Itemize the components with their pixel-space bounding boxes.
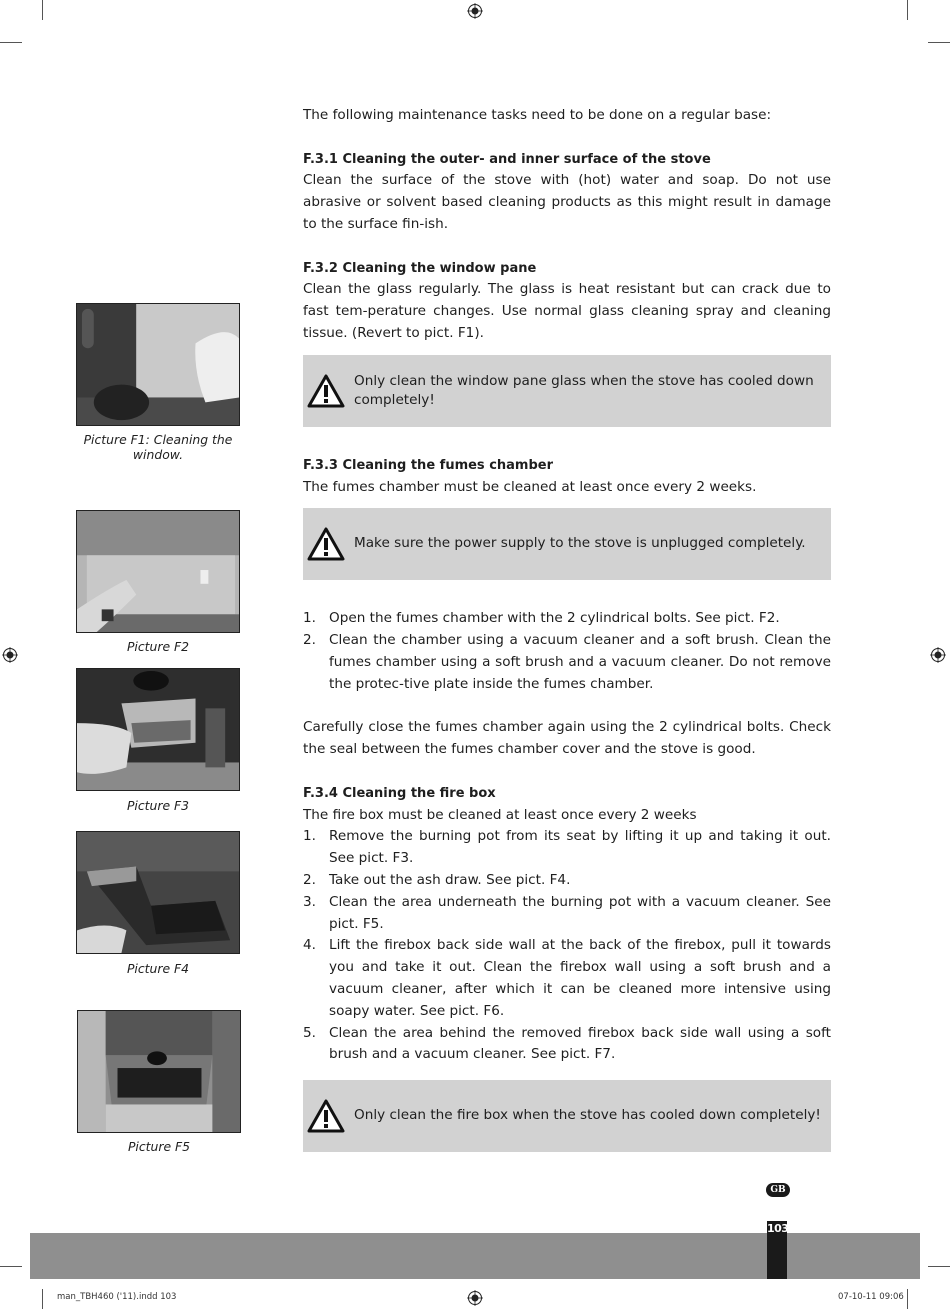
crop-mark (0, 1266, 22, 1267)
photo-f3-burning-pot (76, 668, 240, 791)
registration-mark-icon (467, 1290, 483, 1306)
registration-mark-icon (2, 647, 18, 663)
crop-mark (42, 0, 43, 20)
registration-mark-icon (467, 3, 483, 19)
crop-mark (0, 42, 22, 43)
caption-f3: Picture F3 (126, 798, 190, 813)
warning-box-firebox (303, 1080, 831, 1152)
crop-mark (907, 0, 908, 20)
section-body-f33: The fumes chamber must be cleaned at least once every 2 weeks. (303, 478, 757, 495)
warning-text: Make sure the power supply to the stove is unplugged completely. (354, 535, 806, 552)
list-item: 2. Clean the chamber using a vacuum cleaner and a soft brush. Clean the fumes chamber using a soft brush and a vacuum cleaner. Do not remove the protec-tive plate inside the fumes chamber. (303, 632, 831, 692)
caption-f2: Picture F2 (126, 639, 190, 654)
list-item: 2. Take out the ash draw. See pict. F4. (303, 871, 571, 888)
list-item: 4. Lift the firebox back side wall at the back of the firebox, pull it towards you and take it out. Clean the firebox wall using a soft brush and a vacuum cleaner, after which it can be cleaned more intensive using soapy water. See pict. F6. (303, 937, 831, 1019)
firebox-steps-list (303, 826, 831, 1066)
photo-f2-fumes-chamber (76, 510, 240, 633)
warning-triangle-icon (307, 527, 345, 561)
warning-triangle-icon (307, 1099, 345, 1133)
caption-f5: Picture F5 (127, 1139, 191, 1154)
photo-f1-window-cleaning (76, 303, 240, 426)
section-heading-f34: F.3.4 Cleaning the fire box (303, 785, 496, 801)
section-body-f31: Clean the surface of the stove with (hot) water and soap. Do not use abrasive or solvent based cleaning products as this might result in damage to the surface fin-ish. (303, 172, 831, 232)
section-body-f34: The fire box must be cleaned at least once every 2 weeks (303, 806, 697, 823)
warning-box-power (303, 508, 831, 580)
list-item: 3. Clean the area underneath the burning pot with a vacuum cleaner. See pict. F5. (303, 893, 831, 932)
warning-triangle-icon (307, 374, 345, 408)
photo-f5-firebox-area (77, 1010, 241, 1133)
fumes-steps-list (303, 608, 831, 695)
page-number: 103 (767, 1222, 789, 1235)
list-item: 5. Clean the area behind the removed firebox back side wall using a soft brush and a vacuum cleaner. See pict. F7. (303, 1024, 831, 1063)
caption-f1: Picture F1: Cleaning the window. (83, 432, 233, 462)
caption-f4: Picture F4 (126, 961, 190, 976)
section-heading-f33: F.3.3 Cleaning the fumes chamber (303, 457, 554, 473)
registration-mark-icon (930, 647, 946, 663)
list-item: 1. Remove the burning pot from its seat by lifting it up and taking it out. See pict. F3. (303, 828, 831, 867)
section-heading-f32: F.3.2 Cleaning the window pane (303, 260, 537, 276)
warning-box-window (303, 355, 831, 427)
warning-text: Only clean the window pane glass when the stove has cooled down completely! (354, 372, 814, 409)
fumes-closing-text: Carefully close the fumes chamber again using the 2 cylindrical bolts. Check the seal between the fumes chamber cover and the stove is good. (303, 719, 831, 758)
section-body-f32: Clean the glass regularly. The glass is heat resistant but can crack due to fast tem-perature changes. Use normal glass cleaning spray and cleaning tissue. (Revert to pict. F1). (303, 281, 831, 341)
warning-text: Only clean the fire box when the stove has cooled down completely! (354, 1107, 821, 1124)
crop-mark (928, 42, 950, 43)
print-slug-file: man_TBH460 ('11).indd 103 (57, 1292, 177, 1302)
language-badge: GB (766, 1183, 790, 1197)
crop-mark (928, 1266, 950, 1267)
intro-text: The following maintenance tasks need to be done on a regular base: (303, 107, 772, 123)
crop-mark (42, 1289, 43, 1309)
crop-mark (907, 1289, 908, 1309)
photo-f4-ash-drawer (76, 831, 240, 954)
list-item: 1. Open the fumes chamber with the 2 cylindrical bolts. See pict. F2. (303, 610, 780, 627)
section-heading-f31: F.3.1 Cleaning the outer- and inner surface of the stove (303, 151, 711, 167)
print-slug-date: 07-10-11 09:06 (838, 1292, 904, 1302)
main-text-column (303, 105, 831, 1152)
